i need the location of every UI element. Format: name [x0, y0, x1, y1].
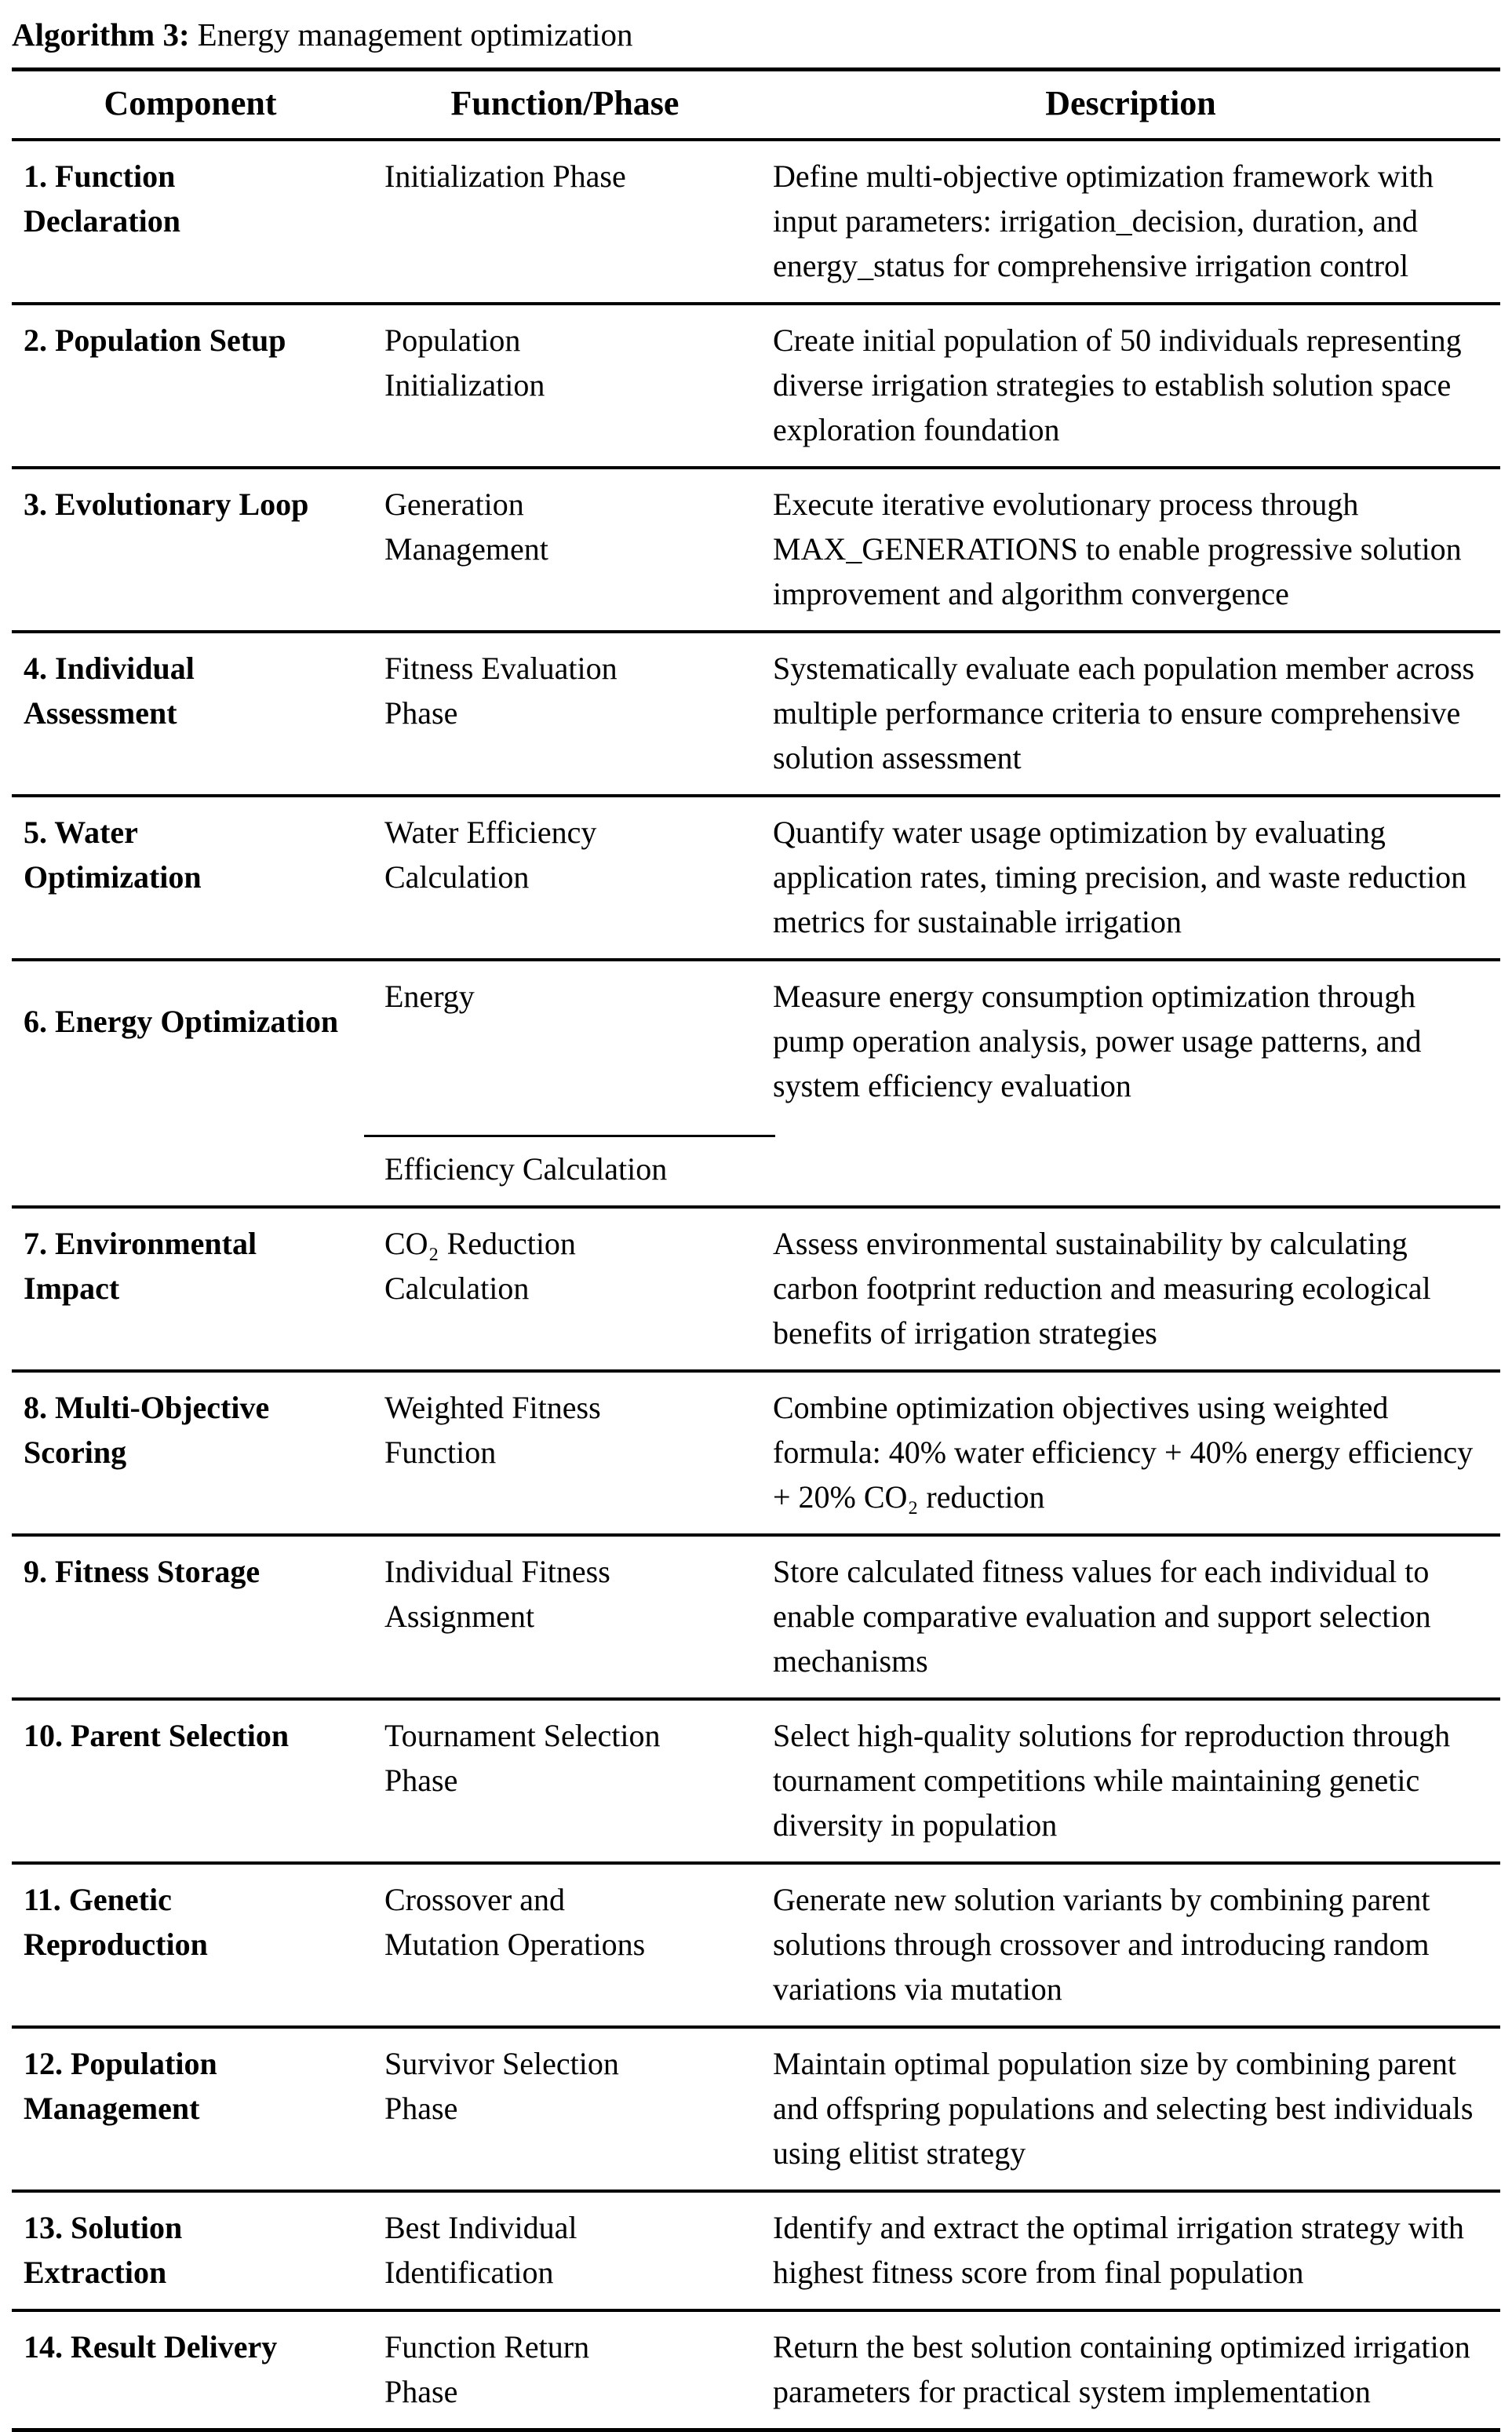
- table-caption: [0, 0, 1512, 55]
- function-cell: [369, 1863, 761, 2027]
- function-text: Fitness Evaluation Phase: [384, 651, 618, 731]
- partial-rule-divider: [364, 1135, 775, 1137]
- component-cell: [12, 796, 369, 960]
- description-cell: Create initial population of 50 individuals representing diverse irrigation strategies to establish solution space exploration foundation: [773, 323, 1462, 447]
- component-cell: [12, 1207, 369, 1371]
- function-cell: [369, 140, 761, 304]
- function-cell: [369, 2191, 761, 2310]
- component-cell: [12, 468, 369, 632]
- component-text: 8. Multi-Objective Scoring: [24, 1390, 270, 1470]
- description-cell: Quantify water usage optimization by evaluating application rates, timing precision, and waste reduction metrics for sustainable irrigation: [773, 815, 1467, 939]
- component-text: 1. Function Declaration: [24, 159, 180, 239]
- component-cell: [12, 1535, 369, 1699]
- component-cell: [12, 960, 369, 1207]
- function-cell: [369, 1535, 761, 1699]
- table-row: [12, 2027, 1500, 2191]
- table-row: [12, 140, 1500, 304]
- table-row: [12, 1535, 1500, 1699]
- function-cell: [369, 468, 761, 632]
- description-cell: Identify and extract the optimal irrigation strategy with highest fitness score from final population: [773, 2210, 1464, 2290]
- table-row: [12, 796, 1500, 960]
- table-row: [12, 468, 1500, 632]
- function-text: Weighted Fitness Function: [384, 1390, 601, 1470]
- description-cell: Generate new solution variants by combining parent solutions through crossover and introducing random variations via mutation: [773, 1882, 1430, 2007]
- function-text: Initialization Phase: [384, 159, 626, 194]
- function-text: Crossover and Mutation Operations: [384, 1882, 646, 1962]
- algorithm-label: Algorithm 3:: [12, 16, 190, 53]
- table-row: [12, 1207, 1500, 1371]
- description-cell: Execute iterative evolutionary process through MAX_GENERATIONS to enable progressive solution improvement and algorithm convergence: [773, 487, 1462, 611]
- component-text: 2. Population Setup: [24, 323, 286, 358]
- component-cell: [12, 1371, 369, 1535]
- component-cell: [12, 1863, 369, 2027]
- component-cell: [12, 2027, 369, 2191]
- function-text-upper: Energy: [384, 979, 475, 1014]
- algorithm-table: [12, 67, 1500, 2432]
- component-text: 4. Individual Assessment: [24, 651, 195, 731]
- function-text: Water Efficiency Calculation: [384, 815, 597, 895]
- component-cell: [12, 304, 369, 468]
- function-cell: [369, 796, 761, 960]
- component-cell: [12, 2310, 369, 2430]
- function-text-lower: Efficiency Calculation: [384, 1151, 668, 1187]
- component-cell: [12, 140, 369, 304]
- component-text: 5. Water Optimization: [24, 815, 202, 895]
- description-cell: Select high-quality solutions for reproduction through tournament competitions while maintaining genetic diversity in population: [773, 1718, 1451, 1843]
- component-text: 10. Parent Selection: [24, 1718, 290, 1753]
- column-header-description: Description: [761, 70, 1500, 140]
- function-text: CO₂ Reduction Calculation: [384, 1226, 576, 1306]
- description-cell: Assess environmental sustainability by calculating carbon footprint reduction and measuring ecological benefits of irrigation strategies: [773, 1226, 1431, 1351]
- table-row: [12, 1371, 1500, 1535]
- component-text: 9. Fitness Storage: [24, 1554, 261, 1589]
- component-text: 6. Energy Optimization: [24, 1004, 339, 1039]
- component-text: 14. Result Delivery: [24, 2329, 278, 2365]
- function-text: Best Individual Identification: [384, 2210, 577, 2290]
- component-text: 3. Evolutionary Loop: [24, 487, 309, 522]
- function-text: Generation Management: [384, 487, 548, 567]
- description-cell: Define multi-objective optimization framework with input parameters: irrigation_decision, duration, and energy_status for comprehensive irrigation control: [773, 159, 1434, 283]
- description-cell: Maintain optimal population size by combining parent and offspring populations and selecting best individuals using elitist strategy: [773, 2046, 1474, 2171]
- component-cell: [12, 1699, 369, 1863]
- description-cell: Combine optimization objectives using weighted formula: 40% water efficiency + 40% energy efficiency + 20% CO₂ reduction: [773, 1390, 1474, 1515]
- table-row: [12, 960, 1500, 1207]
- component-cell: [12, 632, 369, 796]
- description-cell: Return the best solution containing optimized irrigation parameters for practical system implementation: [773, 2329, 1470, 2409]
- table-row: [12, 2310, 1500, 2430]
- component-text: 12. Population Management: [24, 2046, 217, 2126]
- function-text: Survivor Selection Phase: [384, 2046, 619, 2126]
- column-header-component: Component: [12, 70, 369, 140]
- component-text: 11. Genetic Reproduction: [24, 1882, 208, 1962]
- description-cell: Measure energy consumption optimization through pump operation analysis, power usage patterns, and system efficiency evaluation: [773, 979, 1422, 1103]
- function-cell: [369, 632, 761, 796]
- function-cell: [369, 2310, 761, 2430]
- table-row: [12, 1699, 1500, 1863]
- column-header-function-phase: Function/Phase: [369, 70, 761, 140]
- function-cell: [369, 2027, 761, 2191]
- function-cell: [369, 960, 761, 1207]
- description-cell: Systematically evaluate each population member across multiple performance criteria to ensure comprehensive solution assessment: [773, 651, 1475, 775]
- component-text: 13. Solution Extraction: [24, 2210, 183, 2290]
- function-text: Tournament Selection Phase: [384, 1718, 661, 1798]
- function-cell: [369, 1371, 761, 1535]
- component-cell: [12, 2191, 369, 2310]
- table-row: [12, 632, 1500, 796]
- function-text: Population Initialization: [384, 323, 545, 403]
- header-row: [12, 70, 1500, 140]
- algorithm-title: Energy management optimization: [197, 16, 633, 53]
- table-row: [12, 1863, 1500, 2027]
- function-cell: [369, 304, 761, 468]
- table-row: [12, 2191, 1500, 2310]
- function-text: Function Return Phase: [384, 2329, 590, 2409]
- function-cell: [369, 1699, 761, 1863]
- function-cell: [369, 1207, 761, 1371]
- function-text: Individual Fitness Assignment: [384, 1554, 610, 1634]
- description-cell: Store calculated fitness values for each individual to enable comparative evaluation and support selection mechanisms: [773, 1554, 1431, 1679]
- table-row: [12, 304, 1500, 468]
- component-text: 7. Environmental Impact: [24, 1226, 257, 1306]
